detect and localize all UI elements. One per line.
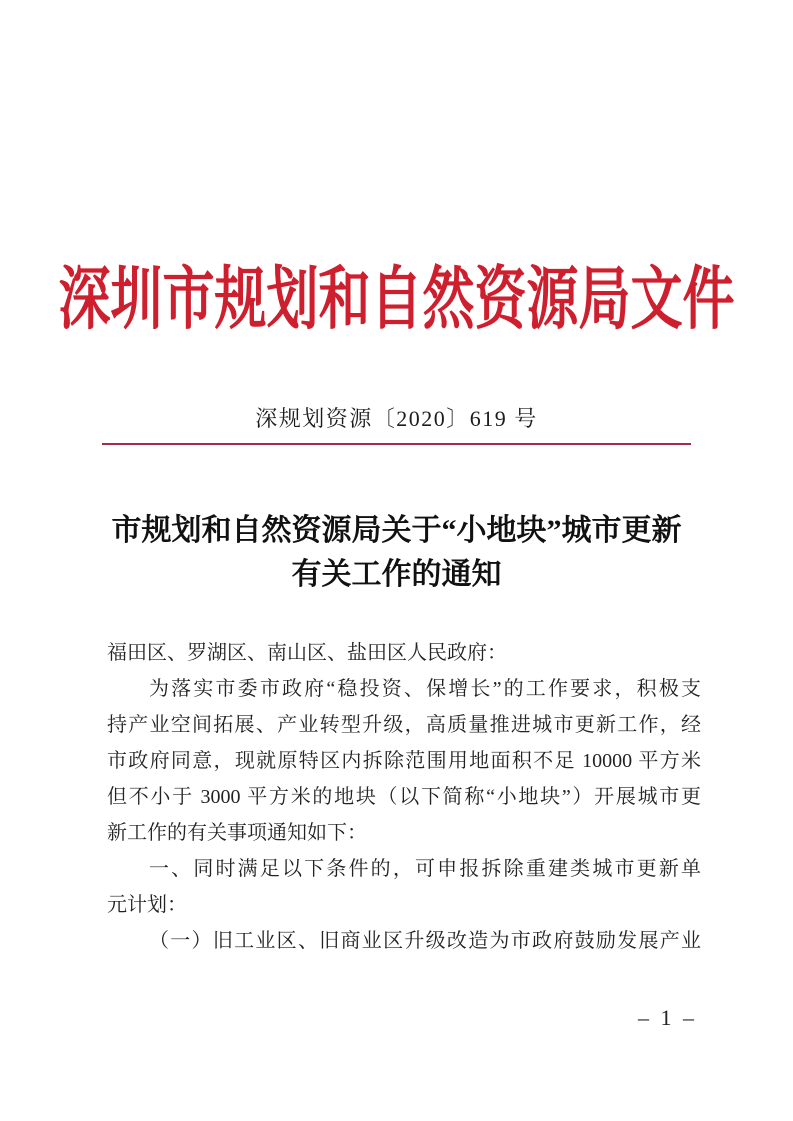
body-line: 福田区、罗湖区、南山区、盐田区人民政府： — [107, 642, 507, 664]
document-title-line-2: 有关工作的通知 — [291, 558, 502, 591]
document-title-line-1: 市规划和自然资源局关于“小地块”城市更新 — [111, 514, 682, 547]
document-title — [0, 509, 793, 597]
body-line: 市政府同意，现就原特区内拆除范围用地面积不足 10000 平方米 — [107, 750, 701, 772]
page-number: – 1 – — [638, 1005, 697, 1030]
body-line: （一）旧工业区、旧商业区升级改造为市政府鼓励发展产业 — [149, 930, 701, 952]
body-line: 新工作的有关事项通知如下： — [107, 822, 367, 844]
red-divider-line — [102, 443, 691, 445]
doc-reference-number: 深规划资源〔2020〕619 号 — [255, 406, 538, 431]
body-line: 持产业空间拓展、产业转型升级，高质量推进城市更新工作，经 — [107, 714, 701, 736]
body-line: 一、同时满足以下条件的，可申报拆除重建类城市更新单 — [149, 858, 701, 880]
document-body — [107, 635, 701, 959]
body-line: 但不小于 3000 平方米的地块（以下简称“小地块”）开展城市更 — [107, 786, 701, 808]
body-line: 为落实市委市政府“稳投资、保增长”的工作要求，积极支 — [149, 678, 701, 700]
agency-header-title: 深圳市规划和自然资源局文件 — [58, 263, 735, 339]
body-line: 元计划： — [107, 894, 187, 916]
